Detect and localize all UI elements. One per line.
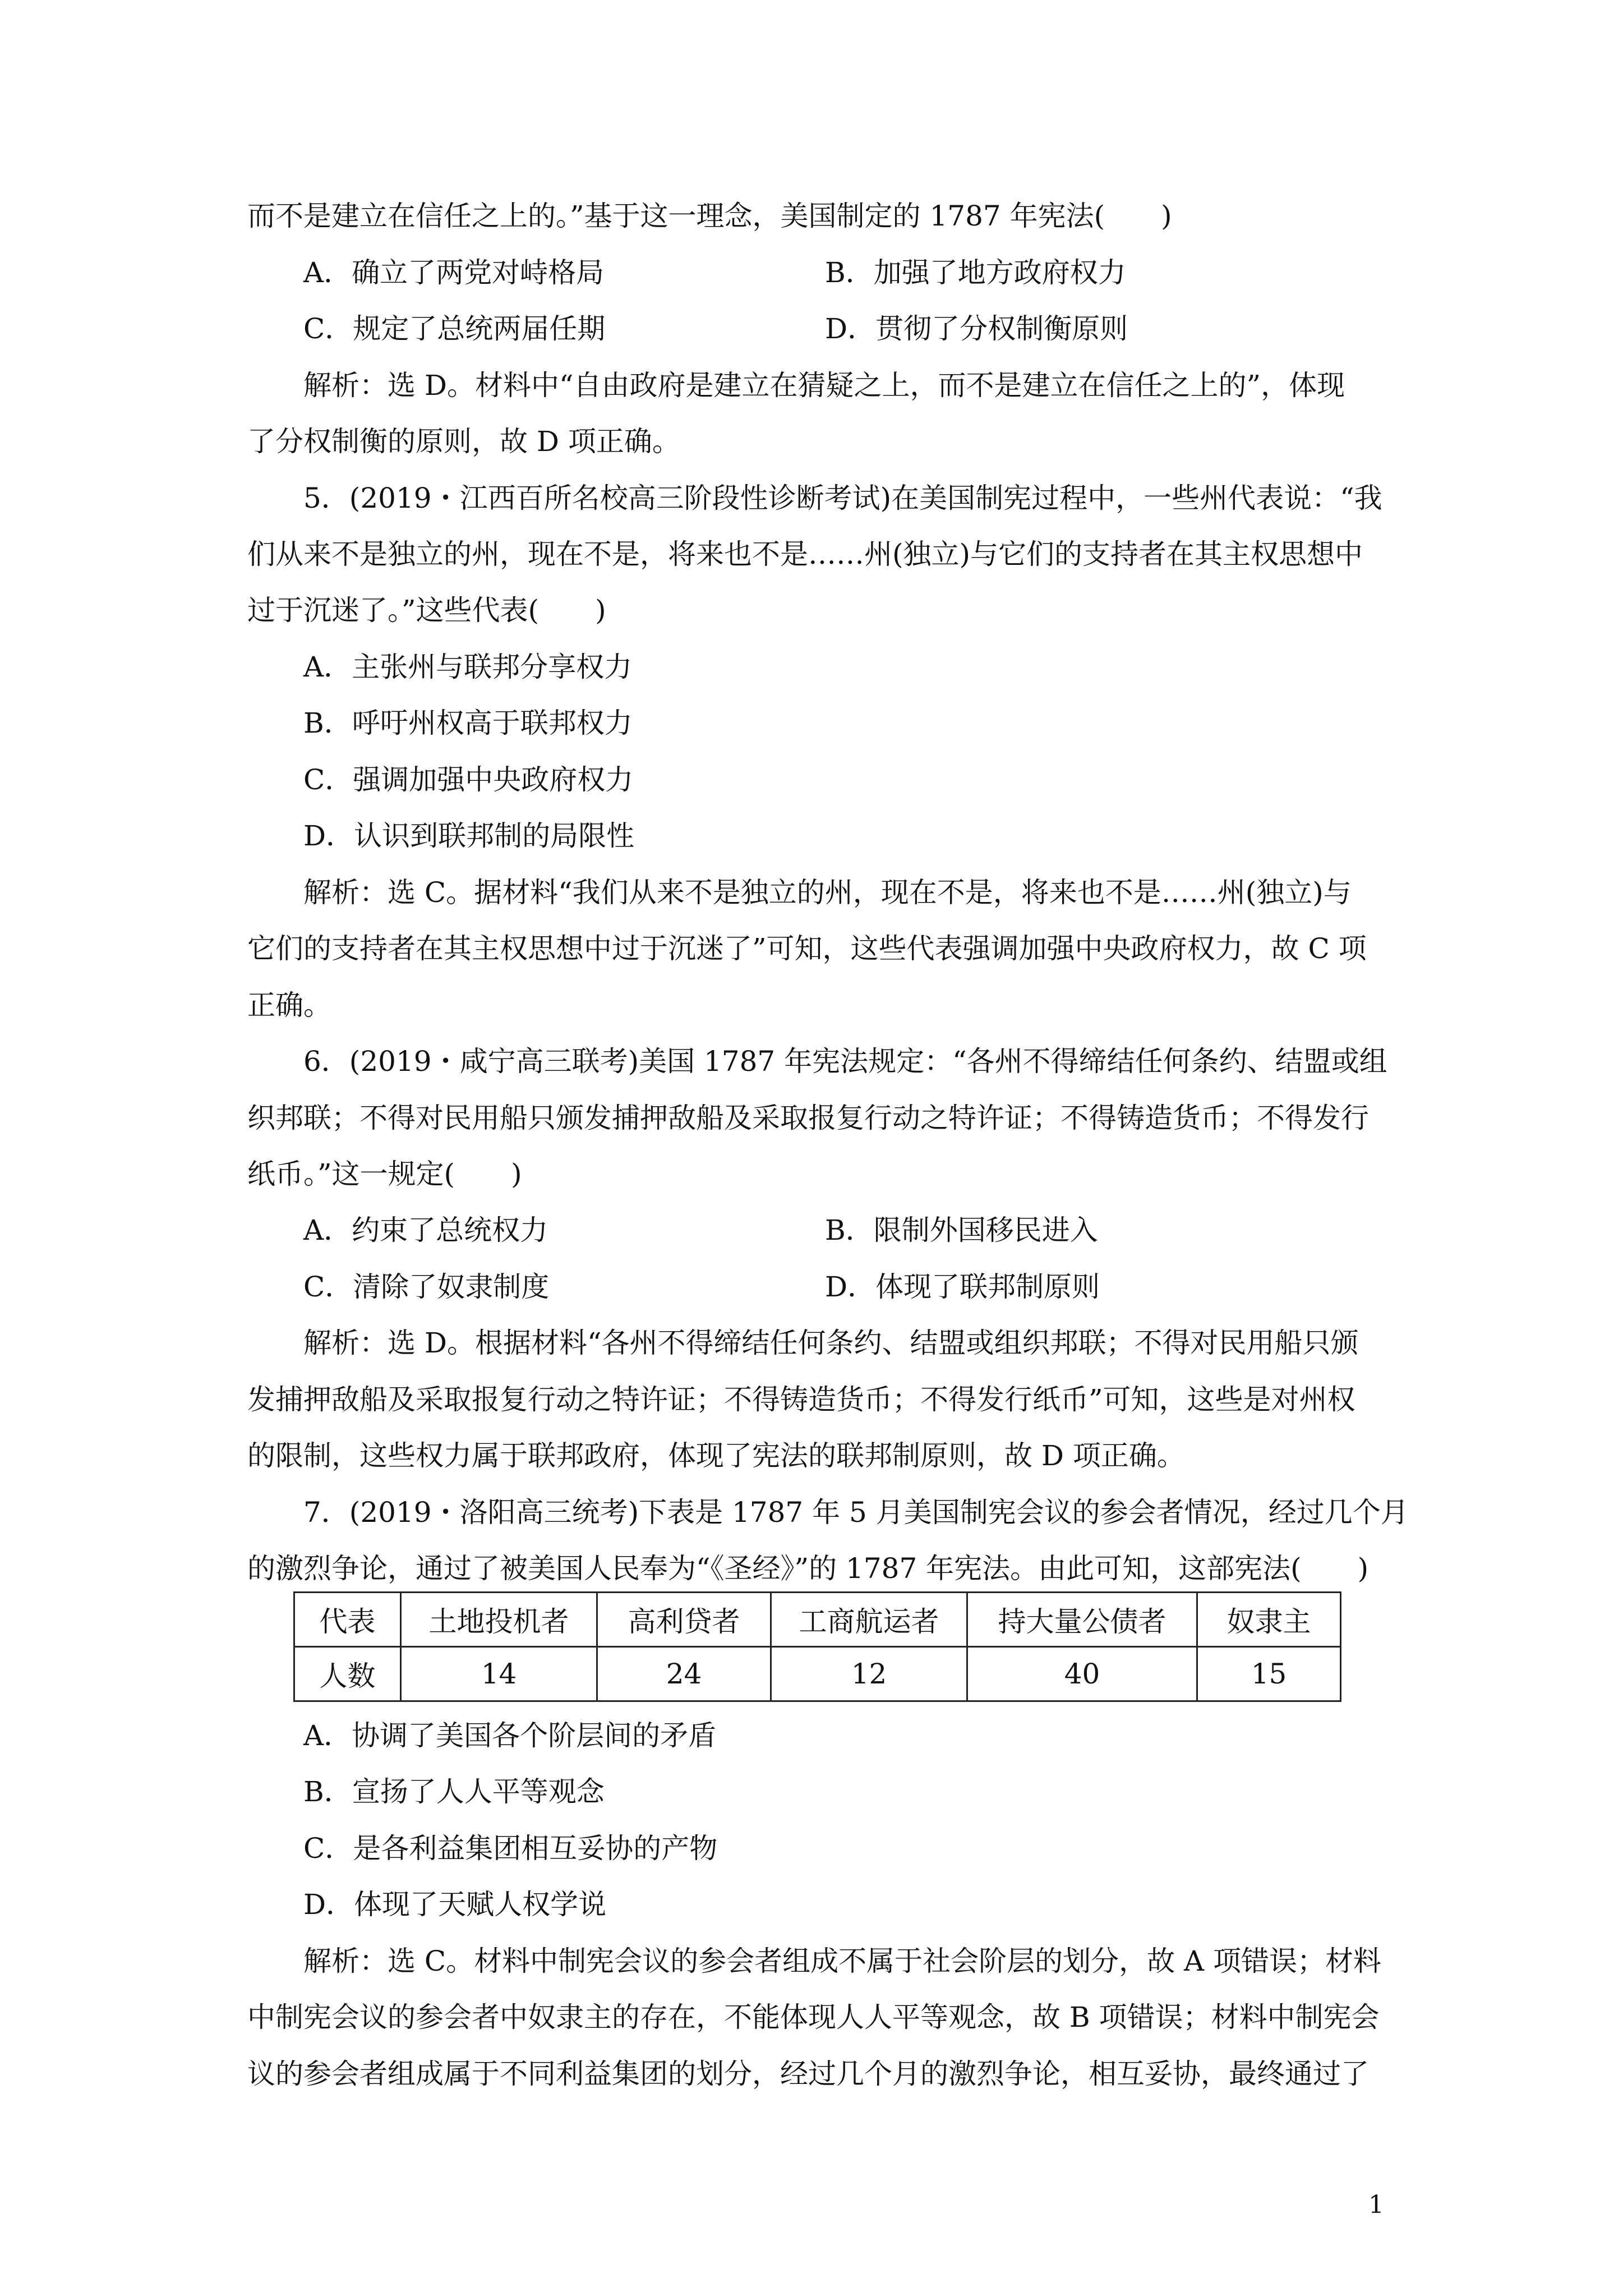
q6-option-c: C．清除了奴隶制度 bbox=[303, 1271, 550, 1303]
q5-analysis-line-1: 解析：选 C。据材料“我们从来不是独立的州，现在不是，将来也不是……州(独立)与 bbox=[303, 876, 1352, 909]
q6-analysis-line-1: 解析：选 D。根据材料“各州不得缔结任何条约、结盟或组织邦联；不得对民用船只颁 bbox=[303, 1327, 1359, 1359]
q5-analysis-line-3: 正确。 bbox=[247, 989, 331, 1022]
table-cell: 工商航运者 bbox=[771, 1593, 967, 1647]
q4-option-a: A．确立了两党对峙格局 bbox=[303, 256, 605, 289]
table-cell: 代表 bbox=[294, 1593, 401, 1647]
q6-analysis-line-3: 的限制，这些权力属于联邦政府，体现了宪法的联邦制原则，故 D 项正确。 bbox=[247, 1439, 1185, 1472]
page-number: 1 bbox=[1368, 2191, 1384, 2219]
delegates-table bbox=[293, 1591, 1341, 1702]
q4-analysis-line-2: 了分权制衡的原则，故 D 项正确。 bbox=[247, 425, 680, 458]
table-cell: 土地投机者 bbox=[401, 1593, 597, 1647]
q7-analysis-line-3: 议的参会者组成属于不同利益集团的划分，经过几个月的激烈争论，相互妥协，最终通过了 bbox=[247, 2058, 1369, 2090]
q5-option-a: A．主张州与联邦分享权力 bbox=[303, 651, 633, 683]
q5-option-c: C．强调加强中央政府权力 bbox=[303, 763, 634, 796]
q5-option-d: D．认识到联邦制的局限性 bbox=[303, 820, 635, 852]
q6-option-d: D．体现了联邦制原则 bbox=[825, 1271, 1100, 1303]
q7-option-c: C．是各利益集团相互妥协的产物 bbox=[303, 1832, 718, 1865]
table-cell: 人数 bbox=[294, 1647, 401, 1701]
table-cell: 持大量公债者 bbox=[967, 1593, 1197, 1647]
table-cell: 高利贷者 bbox=[597, 1593, 771, 1647]
table-cell: 24 bbox=[597, 1647, 771, 1701]
q6-stem-line-2: 织邦联；不得对民用船只颁发捕押敌船及采取报复行动之特许证；不得铸造货币；不得发行 bbox=[247, 1102, 1369, 1134]
q6-option-a: A．约束了总统权力 bbox=[303, 1214, 548, 1246]
q6-analysis-line-2: 发捕押敌船及采取报复行动之特许证；不得铸造货币；不得发行纸币”可知，这些是对州权 bbox=[247, 1383, 1355, 1416]
q7-option-d: D．体现了天赋人权学说 bbox=[303, 1888, 607, 1921]
table-cell: 15 bbox=[1197, 1647, 1341, 1701]
q4-option-d: D．贯彻了分权制衡原则 bbox=[825, 312, 1128, 345]
table-cell: 奴隶主 bbox=[1197, 1593, 1341, 1647]
q7-option-b: B．宣扬了人人平等观念 bbox=[303, 1775, 605, 1808]
q4-stem-tail: 而不是建立在信任之上的。”基于这一理念，美国制定的 1787 年宪法( ) bbox=[247, 200, 1172, 232]
table-header-row bbox=[294, 1593, 1341, 1647]
table-row bbox=[294, 1647, 1341, 1701]
q6-stem-line-1: 6．(2019・咸宁高三联考)美国 1787 年宪法规定：“各州不得缔结任何条约、结盟或组 bbox=[303, 1045, 1387, 1078]
q7-analysis-line-1: 解析：选 C。材料中制宪会议的参会者组成不属于社会阶层的划分，故 A 项错误；材料 bbox=[303, 1945, 1382, 1977]
q6-option-b: B．限制外国移民进入 bbox=[825, 1214, 1098, 1246]
q5-option-b: B．呼吁州权高于联邦权力 bbox=[303, 707, 633, 739]
q5-stem-line-1: 5．(2019・江西百所名校高三阶段性诊断考试)在美国制宪过程中，一些州代表说：“我 bbox=[303, 482, 1382, 514]
q6-stem-line-3: 纸币。”这一规定( ) bbox=[247, 1158, 522, 1190]
table-cell: 12 bbox=[771, 1647, 967, 1701]
table-cell: 14 bbox=[401, 1647, 597, 1701]
q7-stem-line-1: 7．(2019・洛阳高三统考)下表是 1787 年 5 月美国制宪会议的参会者情况，经过几个月 bbox=[303, 1496, 1409, 1529]
q7-stem-line-2: 的激烈争论，通过了被美国人民奉为“《圣经》”的 1787 年宪法。由此可知，这部宪法( ) bbox=[247, 1552, 1369, 1585]
q4-option-c: C．规定了总统两届任期 bbox=[303, 312, 606, 345]
table-cell: 40 bbox=[967, 1647, 1197, 1701]
q4-option-b: B．加强了地方政府权力 bbox=[825, 256, 1126, 289]
q5-stem-line-3: 过于沉迷了。”这些代表( ) bbox=[247, 594, 606, 627]
q5-analysis-line-2: 它们的支持者在其主权思想中过于沉迷了”可知，这些代表强调加强中央政府权力，故 C 项 bbox=[247, 932, 1367, 965]
q7-option-a: A．协调了美国各个阶层间的矛盾 bbox=[303, 1719, 717, 1752]
q5-stem-line-2: 们从来不是独立的州，现在不是，将来也不是……州(独立)与它们的支持者在其主权思想中 bbox=[247, 538, 1363, 570]
q4-analysis-line-1: 解析：选 D。材料中“自由政府是建立在猜疑之上，而不是建立在信任之上的”，体现 bbox=[303, 369, 1345, 402]
q7-analysis-line-2: 中制宪会议的参会者中奴隶主的存在，不能体现人人平等观念，故 B 项错误；材料中制宪会 bbox=[247, 2001, 1380, 2033]
